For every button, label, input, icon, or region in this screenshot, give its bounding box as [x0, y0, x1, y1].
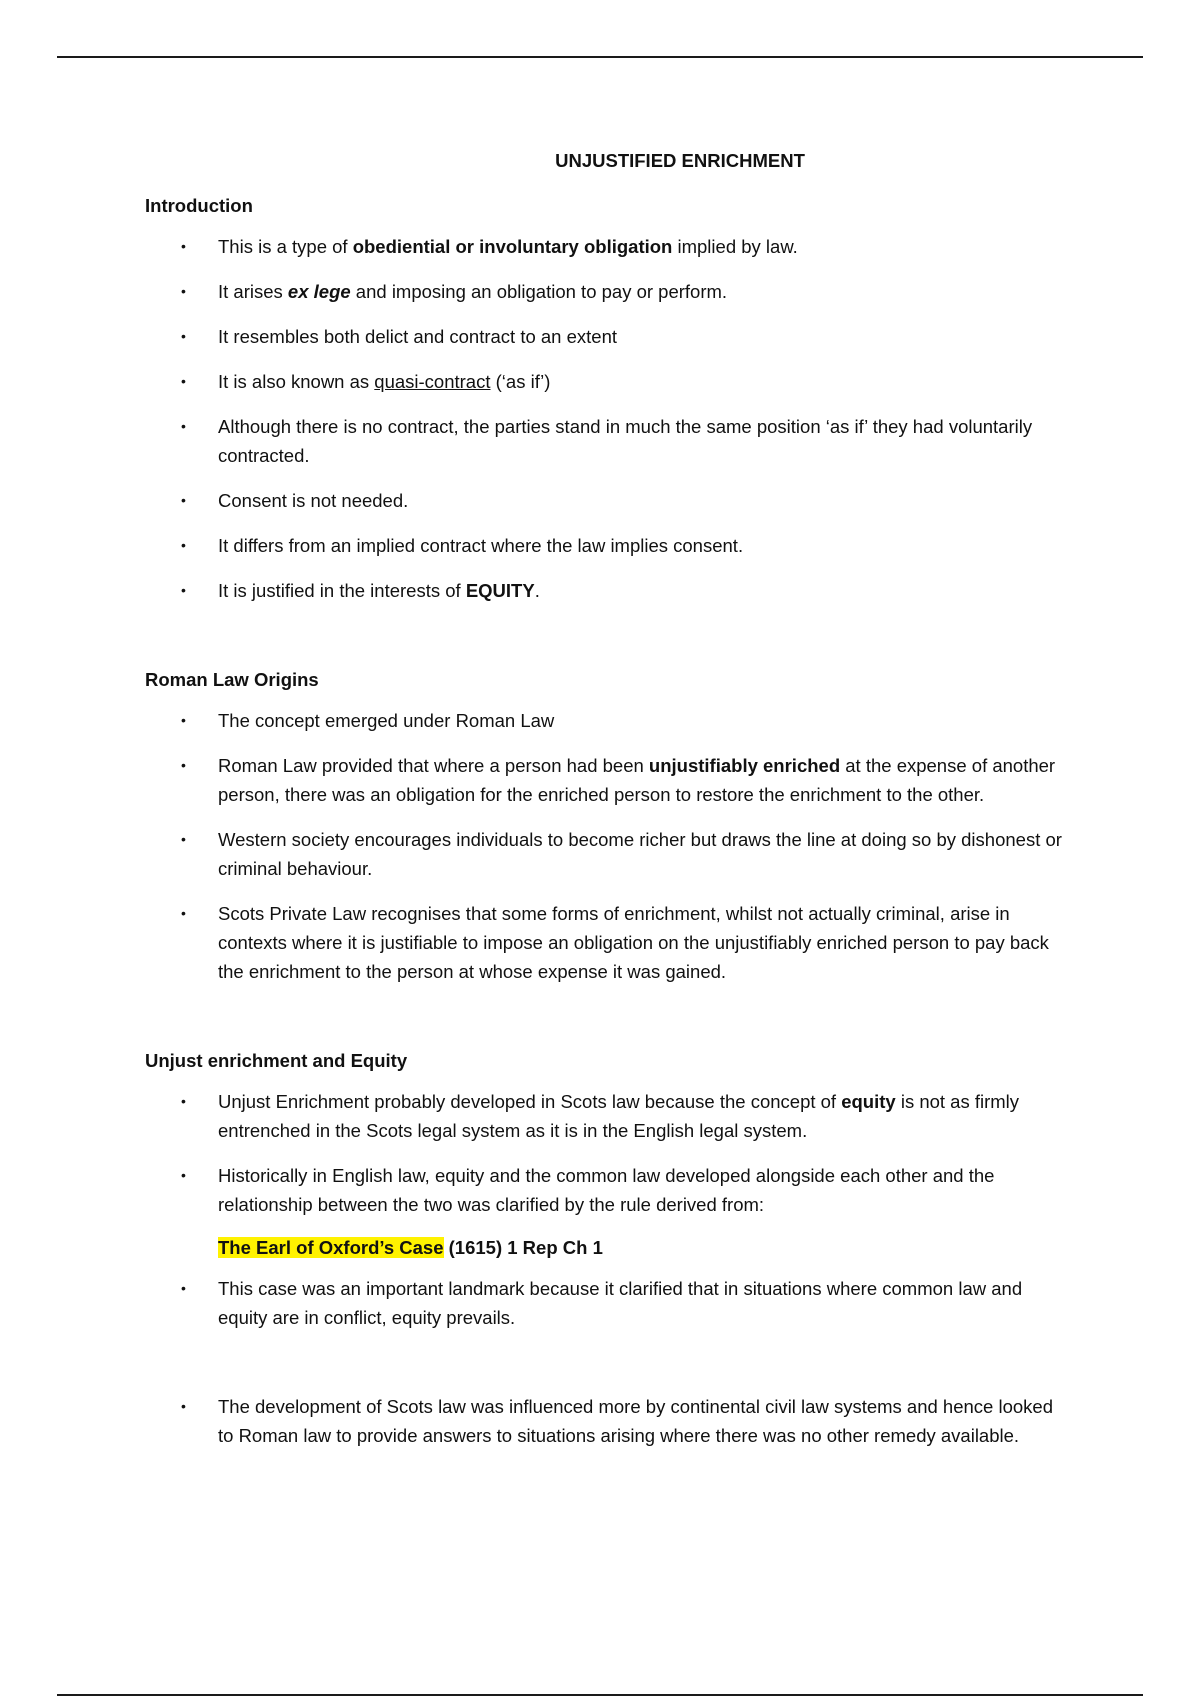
list-item — [145, 412, 1065, 470]
roman-law-list — [145, 706, 1065, 986]
bullet-icon: • — [181, 582, 186, 598]
bullet-icon: • — [181, 418, 186, 434]
bullet-icon: • — [181, 1093, 186, 1109]
item-emphasis: ex lege — [287, 281, 351, 302]
bullet-icon: • — [181, 1280, 186, 1296]
bullet-icon: • — [181, 373, 186, 389]
case-citation — [145, 1233, 1065, 1262]
list-item — [145, 1161, 1065, 1219]
item-text: This is a type of — [218, 236, 353, 257]
list-item — [145, 322, 1065, 351]
header-rule — [57, 56, 1143, 58]
section-heading-roman-law: Roman Law Origins — [145, 669, 319, 690]
item-text: It arises — [218, 281, 288, 302]
item-emphasis: EQUITY — [465, 580, 535, 601]
item-text: This case was an important landmark because it clarified that in situations where common law and equity are in conflict, equity prevails. — [218, 1278, 1023, 1328]
paragraph-spacer — [145, 1348, 1065, 1392]
equity-list — [145, 1087, 1065, 1219]
item-emphasis: unjustifiably enriched — [648, 755, 841, 776]
section-heading-introduction: Introduction — [145, 195, 253, 216]
list-item — [145, 576, 1065, 605]
equity-list-final — [145, 1392, 1065, 1450]
section-spacer — [145, 1002, 1065, 1046]
case-name-highlight: The Earl of Oxford’s Case — [218, 1237, 444, 1258]
list-item — [145, 531, 1065, 560]
bullet-icon: • — [181, 905, 186, 921]
bullet-icon: • — [181, 712, 186, 728]
item-text: at the expense of another person, there was an obligation for the enriched person to restore the enrichment to the other. — [218, 755, 1056, 805]
item-text: It is justified in the interests of — [218, 580, 466, 601]
list-item — [145, 899, 1065, 986]
item-text: The development of Scots law was influenced more by continental civil law systems and hence looked to Roman law to provide answers to situations arising where there was no other remedy available. — [218, 1396, 1053, 1446]
item-underline: quasi-contract — [374, 371, 491, 392]
item-text: is not as firmly entrenched in the Scots legal system as it is in the English legal system. — [218, 1091, 1020, 1141]
footer-rule — [57, 1694, 1143, 1696]
list-item — [145, 486, 1065, 515]
bullet-icon: • — [181, 283, 186, 299]
document-title: UNJUSTIFIED ENRICHMENT — [555, 150, 805, 171]
bullet-icon: • — [181, 757, 186, 773]
item-text: Roman Law provided that where a person had been — [218, 755, 649, 776]
list-item — [145, 277, 1065, 306]
item-text: It is also known as — [218, 371, 375, 392]
case-reference: (1615) 1 Rep Ch 1 — [443, 1237, 603, 1258]
item-text: It resembles both delict and contract to an extent — [218, 326, 618, 347]
equity-list-continued — [145, 1274, 1065, 1332]
bullet-icon: • — [181, 328, 186, 344]
list-item — [145, 825, 1065, 883]
bullet-icon: • — [181, 492, 186, 508]
document-body — [145, 146, 1065, 1466]
item-text: and imposing an obligation to pay or perform. — [350, 281, 728, 302]
item-text: implied by law. — [672, 236, 798, 257]
list-item — [145, 1087, 1065, 1145]
item-text: (‘as if’) — [490, 371, 551, 392]
list-item — [145, 706, 1065, 735]
item-text: Unjust Enrichment probably developed in Scots law because the concept of — [218, 1091, 842, 1112]
item-emphasis: obediential or involuntary obligation — [352, 236, 673, 257]
item-text: It differs from an implied contract where the law implies consent. — [218, 535, 744, 556]
list-item — [145, 367, 1065, 396]
item-text: Consent is not needed. — [218, 490, 409, 511]
bullet-icon: • — [181, 1167, 186, 1183]
bullet-icon: • — [181, 238, 186, 254]
list-item — [145, 232, 1065, 261]
item-text: Scots Private Law recognises that some forms of enrichment, whilst not actually criminal, arise in contexts where it is justifiable to impose an obligation on the unjustifiably enriched person to pay back the enrichment to the person at whose expense it was gained. — [218, 903, 1049, 982]
bullet-icon: • — [181, 537, 186, 553]
item-text: Although there is no contract, the parties stand in much the same position ‘as if’ they had voluntarily contracted. — [218, 416, 1033, 466]
item-text: Historically in English law, equity and the common law developed alongside each other and the relationship between the two was clarified by the rule derived from: — [218, 1165, 995, 1215]
bullet-icon: • — [181, 831, 186, 847]
introduction-list — [145, 232, 1065, 605]
list-item — [145, 1274, 1065, 1332]
item-text: Western society encourages individuals to become richer but draws the line at doing so by dishonest or criminal behaviour. — [218, 829, 1062, 879]
section-spacer — [145, 621, 1065, 665]
section-heading-equity: Unjust enrichment and Equity — [145, 1050, 408, 1071]
item-emphasis: equity — [841, 1091, 896, 1112]
bullet-icon: • — [181, 1398, 186, 1414]
item-text: The concept emerged under Roman Law — [218, 710, 555, 731]
list-item — [145, 1392, 1065, 1450]
list-item — [145, 751, 1065, 809]
item-text: . — [534, 580, 540, 601]
